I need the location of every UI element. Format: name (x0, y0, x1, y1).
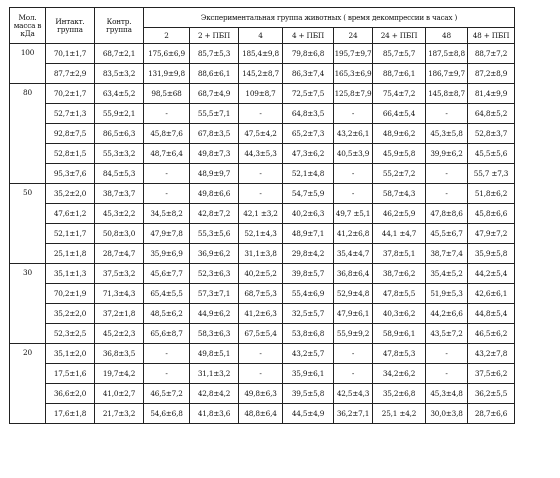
table-cell: - (239, 344, 283, 364)
header-time-4: 24 (334, 28, 373, 44)
table-cell: 66,4±5,4 (373, 104, 426, 124)
table-row (10, 84, 515, 104)
table-cell: 88,7±7,2 (468, 44, 515, 64)
table-cell: 35,1±2,0 (46, 344, 95, 364)
table-cell: 47,8±5,5 (373, 284, 426, 304)
table-row (10, 64, 515, 84)
table-wrapper (9, 7, 515, 424)
table-row (10, 264, 515, 284)
table-cell: 41,8±3,6 (190, 404, 239, 424)
table-cell: 45,8±7,6 (144, 124, 190, 144)
table-row (10, 244, 515, 264)
table-cell: 52,3±2,5 (46, 324, 95, 344)
table-cell: 98,5±68 (144, 84, 190, 104)
table-cell: 65,4±5,5 (144, 284, 190, 304)
table-cell: 58,9±6,1 (373, 324, 426, 344)
table-cell: 42,6±6,1 (468, 284, 515, 304)
table-cell: 43,2±5,7 (283, 344, 334, 364)
table-cell: 44,8±5,4 (468, 304, 515, 324)
table-cell: 48,8±6,4 (239, 404, 283, 424)
table-cell: - (426, 184, 468, 204)
table-cell: 58,7±4,3 (373, 184, 426, 204)
table-cell: 84,5±5,3 (95, 164, 144, 184)
table-cell: 35,2±2,0 (46, 184, 95, 204)
mass-cell: 80 (10, 84, 46, 184)
table-cell: 131,9±9,8 (144, 64, 190, 84)
table-cell: 67,8±3,5 (190, 124, 239, 144)
table-cell: 45,3±2,2 (95, 204, 144, 224)
table-cell: 41,2±6,8 (334, 224, 373, 244)
table-cell: 47,9±6,1 (334, 304, 373, 324)
table-cell: 63,4±5,2 (95, 84, 144, 104)
table-cell: - (334, 104, 373, 124)
table-cell: - (239, 164, 283, 184)
table-cell: 55,9±2,1 (95, 104, 144, 124)
table-row (10, 144, 515, 164)
mass-cell: 100 (10, 44, 46, 84)
table-cell: - (334, 164, 373, 184)
table-cell: 39,9±6,2 (426, 144, 468, 164)
table-cell: 49,8±5,1 (190, 344, 239, 364)
table-cell: 36,6±2,0 (46, 384, 95, 404)
table-row (10, 104, 515, 124)
table-cell: 37,5±6,2 (468, 364, 515, 384)
table-cell: 58,3±6,3 (190, 324, 239, 344)
table-cell: 86,3±7,4 (283, 64, 334, 84)
mass-cell: 20 (10, 344, 46, 424)
table-cell: 45,8±6,6 (468, 204, 515, 224)
table-cell: 42,8±4,2 (190, 384, 239, 404)
table-cell: 36,2±5,5 (468, 384, 515, 404)
table-cell: 36,2±7,1 (334, 404, 373, 424)
table-cell: 48,9±9,7 (190, 164, 239, 184)
table-cell: 41,2±6,3 (239, 304, 283, 324)
table-cell: - (144, 364, 190, 384)
header-time-1: 2 + ПБП (190, 28, 239, 44)
table-cell: 52,7±1,3 (46, 104, 95, 124)
table-cell: 87,7±2,9 (46, 64, 95, 84)
table-cell: 19,7±4,2 (95, 364, 144, 384)
table-cell: 125,8±7,9 (334, 84, 373, 104)
table-cell: 65,2±7,3 (283, 124, 334, 144)
mass-cell: 50 (10, 184, 46, 264)
table-cell: 45,3±5,8 (426, 124, 468, 144)
table-cell: 44,1 ±4,7 (373, 224, 426, 244)
table-row (10, 284, 515, 304)
table-cell: 55,2±7,2 (373, 164, 426, 184)
table-cell: 52,1±4,8 (283, 164, 334, 184)
table-cell: 45,3±4,8 (426, 384, 468, 404)
table-cell: - (144, 104, 190, 124)
table-cell: 17,5±1,6 (46, 364, 95, 384)
table-row (10, 324, 515, 344)
table-cell: 49,8±7,3 (190, 144, 239, 164)
table-cell: - (144, 184, 190, 204)
table-cell: - (239, 364, 283, 384)
table-cell: 40,3±6,2 (373, 304, 426, 324)
table-cell: 38,7±6,2 (373, 264, 426, 284)
table-cell: 145,2±8,7 (239, 64, 283, 84)
table-row (10, 44, 515, 64)
header-time-6: 48 (426, 28, 468, 44)
table-cell: 35,4±5,2 (426, 264, 468, 284)
table-cell: 54,6±6,8 (144, 404, 190, 424)
table-cell: 70,1±1,7 (46, 44, 95, 64)
table-cell: 55,7 ±7,3 (468, 164, 515, 184)
table-cell: 44,5±4,9 (283, 404, 334, 424)
table-cell: 52,8±1,5 (46, 144, 95, 164)
mass-cell: 30 (10, 264, 46, 344)
table-cell: 87,2±8,9 (468, 64, 515, 84)
header-mass: Мол. масса в кДа (10, 8, 46, 44)
table-cell: - (426, 344, 468, 364)
table-cell: - (334, 344, 373, 364)
table-cell: 55,4±6,9 (283, 284, 334, 304)
table-body (10, 44, 515, 424)
table-cell: 57,3±7,1 (190, 284, 239, 304)
table-cell: 185,4±9,8 (239, 44, 283, 64)
table-cell: 79,8±6,8 (283, 44, 334, 64)
table-cell: 25,1±1,8 (46, 244, 95, 264)
table-cell: 42,1 ±3,2 (239, 204, 283, 224)
table-cell: 42,8±7,2 (190, 204, 239, 224)
table-cell: 31,1±3,2 (190, 364, 239, 384)
table-cell: - (426, 364, 468, 384)
header-time-5: 24 + ПБП (373, 28, 426, 44)
table-cell: 45,5±5,6 (468, 144, 515, 164)
table-cell: 35,9±5,8 (468, 244, 515, 264)
table-cell: 37,5±3,2 (95, 264, 144, 284)
table-cell: 85,7±5,7 (373, 44, 426, 64)
header-control: Контр. группа (95, 8, 144, 44)
table-row (10, 364, 515, 384)
table-cell: 35,4±4,7 (334, 244, 373, 264)
header-intact: Интакт. группа (46, 8, 95, 44)
table-row (10, 384, 515, 404)
table-cell: 40,2±5,2 (239, 264, 283, 284)
table-cell: 44,2±6,6 (426, 304, 468, 324)
table-cell: 47,3±6,2 (283, 144, 334, 164)
table-cell: 36,8±3,5 (95, 344, 144, 364)
table-cell: 50,8±3,0 (95, 224, 144, 244)
table-cell: 51,9±5,3 (426, 284, 468, 304)
table-cell: 45,6±7,7 (144, 264, 190, 284)
table-cell: 38,7±3,7 (95, 184, 144, 204)
table-cell: 86,5±6,3 (95, 124, 144, 144)
table-cell: 72,5±7,5 (283, 84, 334, 104)
decompression-data-table (9, 7, 515, 424)
table-cell: 68,7±4,9 (190, 84, 239, 104)
table-cell: 25,1 ±4,2 (373, 404, 426, 424)
table-cell: 195,7±9,7 (334, 44, 373, 64)
table-row (10, 164, 515, 184)
table-cell: - (144, 164, 190, 184)
table-cell: 92,8±7,5 (46, 124, 95, 144)
header-time-2: 4 (239, 28, 283, 44)
table-cell: 21,7±3,2 (95, 404, 144, 424)
table-row (10, 204, 515, 224)
table-cell: 49,8±6,6 (190, 184, 239, 204)
table-cell: 47,9±7,2 (468, 224, 515, 244)
table-cell: - (426, 164, 468, 184)
table-row (10, 224, 515, 244)
table-cell: 43,2±7,8 (468, 344, 515, 364)
table-cell: 49,8±6,3 (239, 384, 283, 404)
table-cell: 31,1±3,8 (239, 244, 283, 264)
table-cell: 32,5±5,7 (283, 304, 334, 324)
header-time-7: 48 + ПБП (468, 28, 515, 44)
table-cell: 44,3±5,3 (239, 144, 283, 164)
table-cell: 29,8±4,2 (283, 244, 334, 264)
table-cell: 75,4±7,2 (373, 84, 426, 104)
table-cell: 52,1±4,3 (239, 224, 283, 244)
table-cell: 88,6±6,1 (190, 64, 239, 84)
table-cell: - (334, 184, 373, 204)
table-cell: 37,8±5,1 (373, 244, 426, 264)
table-cell: 95,3±7,6 (46, 164, 95, 184)
table-cell: 70,2±1,7 (46, 84, 95, 104)
table-cell: 85,7±5,3 (190, 44, 239, 64)
table-row (10, 344, 515, 364)
table-cell: 28,7±6,6 (468, 404, 515, 424)
table-cell: 35,2±6,8 (373, 384, 426, 404)
table-cell: 35,1±1,3 (46, 264, 95, 284)
table-cell: 28,7±4,7 (95, 244, 144, 264)
table-cell: 44,2±5,4 (468, 264, 515, 284)
table-cell: 47,5±4,2 (239, 124, 283, 144)
table-cell: 51,8±6,2 (468, 184, 515, 204)
table-cell: - (426, 104, 468, 124)
table-cell: 48,5±6,2 (144, 304, 190, 324)
table-cell: 109±8,7 (239, 84, 283, 104)
table-cell: 44,9±6,2 (190, 304, 239, 324)
table-cell: 45,9±5,8 (373, 144, 426, 164)
table-cell: 42,5±4,3 (334, 384, 373, 404)
table-cell: 52,3±6,3 (190, 264, 239, 284)
table-cell: - (239, 184, 283, 204)
table-cell: 34,5±8,2 (144, 204, 190, 224)
table-cell: 55,3±3,2 (95, 144, 144, 164)
table-cell: 175,6±6,9 (144, 44, 190, 64)
table-cell: 67,5±5,4 (239, 324, 283, 344)
table-cell: - (239, 104, 283, 124)
table-cell: 47,6±1,2 (46, 204, 95, 224)
table-row (10, 124, 515, 144)
header-experimental: Экспериментальная группа животных ( время декомпрессии в часах ) (144, 8, 515, 28)
table-cell: 35,9±6,1 (283, 364, 334, 384)
table-cell: 53,8±6,8 (283, 324, 334, 344)
table-cell: 65,6±8,7 (144, 324, 190, 344)
table-row (10, 304, 515, 324)
table-cell: 46,5±7,2 (144, 384, 190, 404)
table-cell: 39,8±5,7 (283, 264, 334, 284)
table-cell: 46,5±6,2 (468, 324, 515, 344)
table-cell: 55,3±5,6 (190, 224, 239, 244)
table-cell: 88,7±6,1 (373, 64, 426, 84)
table-cell: 45,5±6,7 (426, 224, 468, 244)
table-cell: 70,2±1,9 (46, 284, 95, 304)
header-time-0: 2 (144, 28, 190, 44)
table-cell: 71,3±4,3 (95, 284, 144, 304)
table-cell: 81,4±9,9 (468, 84, 515, 104)
table-cell: 17,6±1,8 (46, 404, 95, 424)
table-cell: 47,8±5,3 (373, 344, 426, 364)
table-cell: 38,7±7,4 (426, 244, 468, 264)
table-cell: 34,2±6,2 (373, 364, 426, 384)
table-cell: 35,9±6,9 (144, 244, 190, 264)
table-cell: 45,2±2,3 (95, 324, 144, 344)
table-cell: 46,2±5,9 (373, 204, 426, 224)
table-cell: 83,5±3,2 (95, 64, 144, 84)
table-cell: 52,8±3,7 (468, 124, 515, 144)
table-cell: 186,7±9,7 (426, 64, 468, 84)
table-row (10, 184, 515, 204)
table-cell: 37,2±1,8 (95, 304, 144, 324)
table-cell: 43,2±6,1 (334, 124, 373, 144)
table-cell: - (334, 364, 373, 384)
table-cell: 68,7±5,3 (239, 284, 283, 304)
table-cell: 41,0±2,7 (95, 384, 144, 404)
table-cell: 187,5±8,8 (426, 44, 468, 64)
table-header (10, 8, 515, 44)
table-cell: 68,7±2,1 (95, 44, 144, 64)
table-cell: 36,9±6,2 (190, 244, 239, 264)
table-cell: 55,5±7,1 (190, 104, 239, 124)
table-cell: 48,9±7,1 (283, 224, 334, 244)
table-cell: 48,9±6,2 (373, 124, 426, 144)
table-cell: - (144, 344, 190, 364)
table-cell: 64,8±3,5 (283, 104, 334, 124)
table-cell: 40,5±3,9 (334, 144, 373, 164)
table-cell: 35,2±2,0 (46, 304, 95, 324)
table-cell: 55,9±9,2 (334, 324, 373, 344)
table-cell: 64,8±5,2 (468, 104, 515, 124)
table-cell: 49,7 ±5,1 (334, 204, 373, 224)
table-cell: 54,7±5,9 (283, 184, 334, 204)
table-cell: 48,7±6,4 (144, 144, 190, 164)
table-cell: 30,0±3,8 (426, 404, 468, 424)
table-cell: 47,9±7,8 (144, 224, 190, 244)
table-cell: 145,8±8,7 (426, 84, 468, 104)
table-cell: 52,9±4,8 (334, 284, 373, 304)
table-cell: 40,2±6,3 (283, 204, 334, 224)
table-row (10, 404, 515, 424)
table-cell: 39,5±5,8 (283, 384, 334, 404)
header-time-3: 4 + ПБП (283, 28, 334, 44)
table-cell: 36,8±6,4 (334, 264, 373, 284)
table-cell: 43,5±7,2 (426, 324, 468, 344)
table-cell: 165,3±6,9 (334, 64, 373, 84)
table-cell: 52,1±1,7 (46, 224, 95, 244)
table-cell: 47,8±8,6 (426, 204, 468, 224)
